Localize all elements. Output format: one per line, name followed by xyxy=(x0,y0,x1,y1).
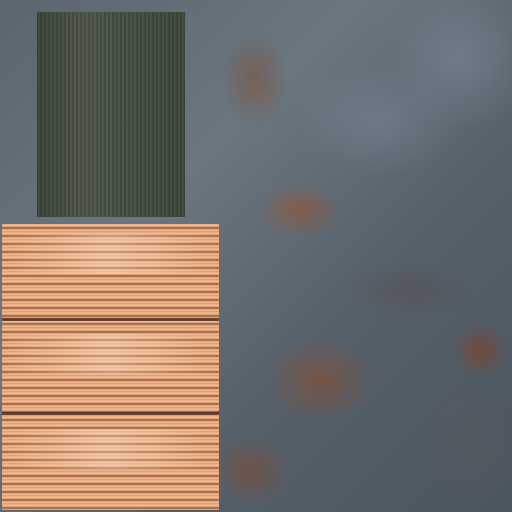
copper-band xyxy=(2,318,219,321)
wood-grain-texture xyxy=(37,12,185,217)
copper-highlight xyxy=(2,429,219,469)
copper-wire-texture xyxy=(2,224,219,510)
copper-highlight xyxy=(2,234,219,274)
copper-band xyxy=(2,412,219,415)
copper-highlight xyxy=(2,334,219,374)
